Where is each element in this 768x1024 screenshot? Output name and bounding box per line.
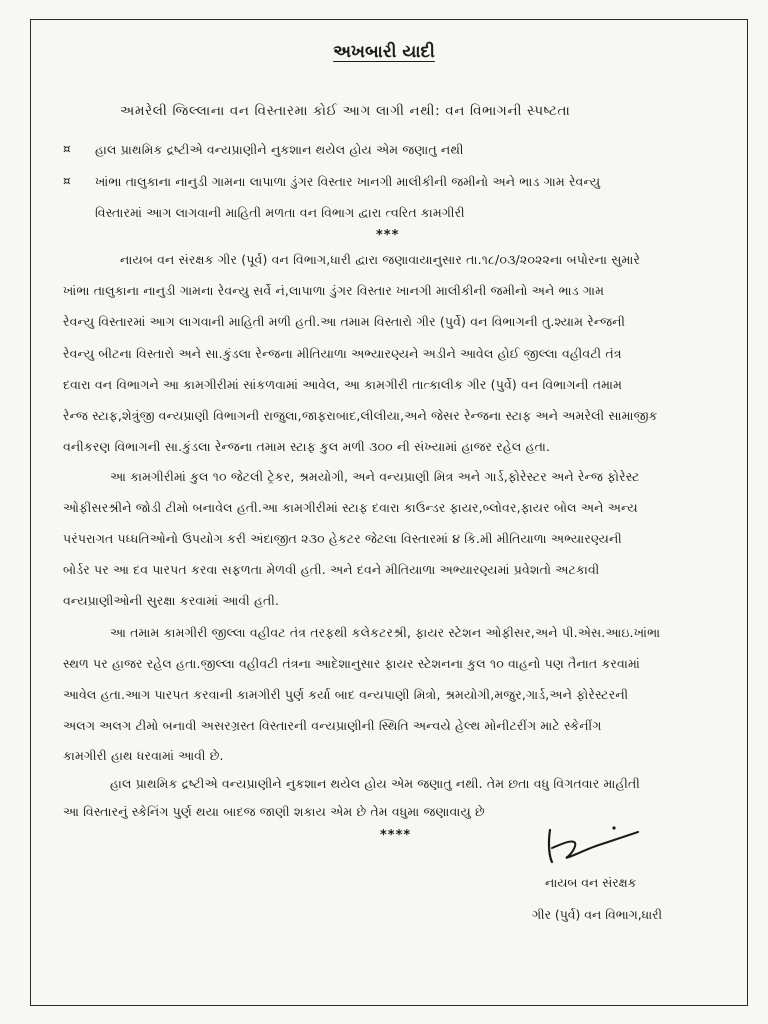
paragraph-line: ખાંભા તાલુકાના નાનુડી ગામના રેવન્યુ સર્વે નં,લાપાળા ડુંગર વિસ્તાર ખાનગી માલીકીની જમીનો અને ભાડ ગામ [63,283,605,298]
paragraph-line: આ કામગીરીમાં કુલ ૧૦ જેટલી ટ્રેકર, શ્રમયોગી, અને વન્યપ્રાણી મિત્ર અને ગાર્ડ,ફોરેસ્ટર અને રેન્જ ફોરેસ્ટ [110,469,640,484]
bullet-item: હાલ પ્રાથમિક દ્રષ્ટીએ વન્યપ્રાણીને નુકશાન થયેલ હોય એમ જણાતુ નથી [95,142,464,157]
paragraph-line: પરંપરાગત પધ્ધતિઓનો ઉપયોગ કરી અંદાજીત ૨૩૦ હેકટર જેટલા વિસ્તારમાં ૪ કિ.મી મીતિયાળા અભ્યારણ્યની [63,531,622,546]
paragraph-line: બોર્ડર પર આ દવ પારપત કરવા સફળતા મેળવી હતી. અને દવને મીતિયાળા અભ્યારણ્યમાં પ્રવેશતો અટકાવી [63,562,600,577]
bullet-marker: ¤ [63,142,71,156]
paragraph-line: નાયબ વન સંરક્ષક ગીર (પૂર્વ) વન વિભાગ,ધારી દ્વારા જણાવાયાનુસાર તા.૧૮/૦૩/૨૦૨૨ના બપોરના સુમારે [120,252,641,267]
signature [540,818,650,868]
paragraph-line: આ વિસ્તારનું સ્કેનિંગ પુર્ણ થયા બાદજ જાણી શકાય એમ છે તેમ વધુમા જણાવાયુ છે [63,804,485,819]
paragraph-line: ઓફીસરશ્રીને જોડી ટીમો બનાવેલ હતી.આ કામગીરીમાં સ્ટાફ દવારા કાઉન્ડર ફાયર,બ્લોવર,ફાયર બોલ અને અન્ય [63,500,638,515]
paragraph-line: વનીકરણ વિભાગની સા.કુંડલા રેન્જના તમામ સ્ટાફ કુલ મળી ૩૦૦ ની સંખ્યામાં હાજર રહેલ હતા. [63,439,551,454]
signatory-designation: નાયબ વન સંરક્ષક [545,875,637,890]
bullet-item: ખાંભા તાલુકાના નાનુડી ગામના લાપાળા ડુંગર વિસ્તાર ખાનગી માલીકીની જમીનો અને ભાડ ગામ રેવન્યુ [95,174,601,189]
paragraph-line: રેવન્યુ વિસ્તારમાં આગ લાગવાની માહિતી મળી હતી.આ તમામ વિસ્તારો ગીર (પુર્વે) વન વિભાગની તુ.શ્યામ રેન્જની [63,314,626,329]
paragraph-line: દવારા વન વિભાગને આ કામગીરીમાં સાંકળવામાં આવેલ, આ કામગીરી તાત્કાલીક ગીર (પુર્વે) વન વિભાગની તમામ [63,377,623,392]
bullet-item-continuation: વિસ્તારમાં આગ લાગવાની માહિતી મળતા વન વિભાગ દ્વારા ત્વરિત કામગીરી [95,205,465,220]
paragraph-line: હાલ પ્રાથમિક દ્રષ્ટીએ વન્યપ્રાણીને નુકશાન થયેલ હોય એમ જણાતુ નથી. તેમ છતા વધુ વિગતવાર માહીતી [110,776,640,791]
subheading: અમરેલી જિલ્લાના વન વિસ્તારમા કોઈ આગ લાગી નથી: વન વિભાગની સ્પષ્ટતા [120,103,571,119]
paragraph-line: કામગીરી હાથ ધરવામાં આવી છે. [63,748,224,763]
paragraph-line: રેન્જ સ્ટાફ,શેત્રુંજી વન્યપ્રાણી વિભાગની રાજુલા,જાફરાબાદ,લીલીયા,અને જેસર રેન્જના સ્ટાફ અને અમરેલી સામાજીક [63,408,658,423]
paragraph-line: આવેલ હતા.આગ પારપત કરવાની કામગીરી પુર્ણ કર્યા બાદ વન્યપાણી મિત્રો, શ્રમયોગી,મજુર,ગાર્ડ,અને ફોરેસ્ટરની [63,687,629,702]
paragraph-line: અલગ અલગ ટીમો બનાવી અસરગ્રસ્ત વિસ્તારની વન્યપ્રાણીની સ્થિતિ અન્વયે હેલ્થ મોનીટરીંગ માટે સ્કેનીંગ [63,718,602,733]
paragraph-line: આ તમામ કામગીરી જીલ્લા વહીવટ તંત્ર તરફથી કલેકટરશ્રી, ફાયર સ્ટેશન ઓફીસર,અને પી.એસ.આઇ.ખાંભા [110,625,661,640]
document-title: અખબારી યાદી [333,42,435,62]
separator-stars: **** [380,828,412,843]
separator-stars: *** [376,228,400,243]
signatory-office: ગીર (પુર્વ) વન વિભાગ,ધારી [532,907,663,922]
paragraph-line: રેવન્યુ બીટના વિસ્તારો અને સા.કુંડલા રેન્જના મીતિયાળા અભ્યારણ્યને અડીને આવેલ હોઈ જીલ્લા વહીવટી તંત્ર [63,346,622,361]
paragraph-line: સ્થળ પર હાજર રહેલ હતા.જીલ્લા વહીવટી તંત્રના આદેશાનુસાર ફાયર સ્ટેશનના કુલ ૧૦ વાહનો પણ તૈનાત કરવામાં [63,656,640,671]
bullet-marker: ¤ [63,174,71,188]
paragraph-line: વન્યપ્રાણીઓની સુરક્ષા કરવામાં આવી હતી. [63,593,280,608]
